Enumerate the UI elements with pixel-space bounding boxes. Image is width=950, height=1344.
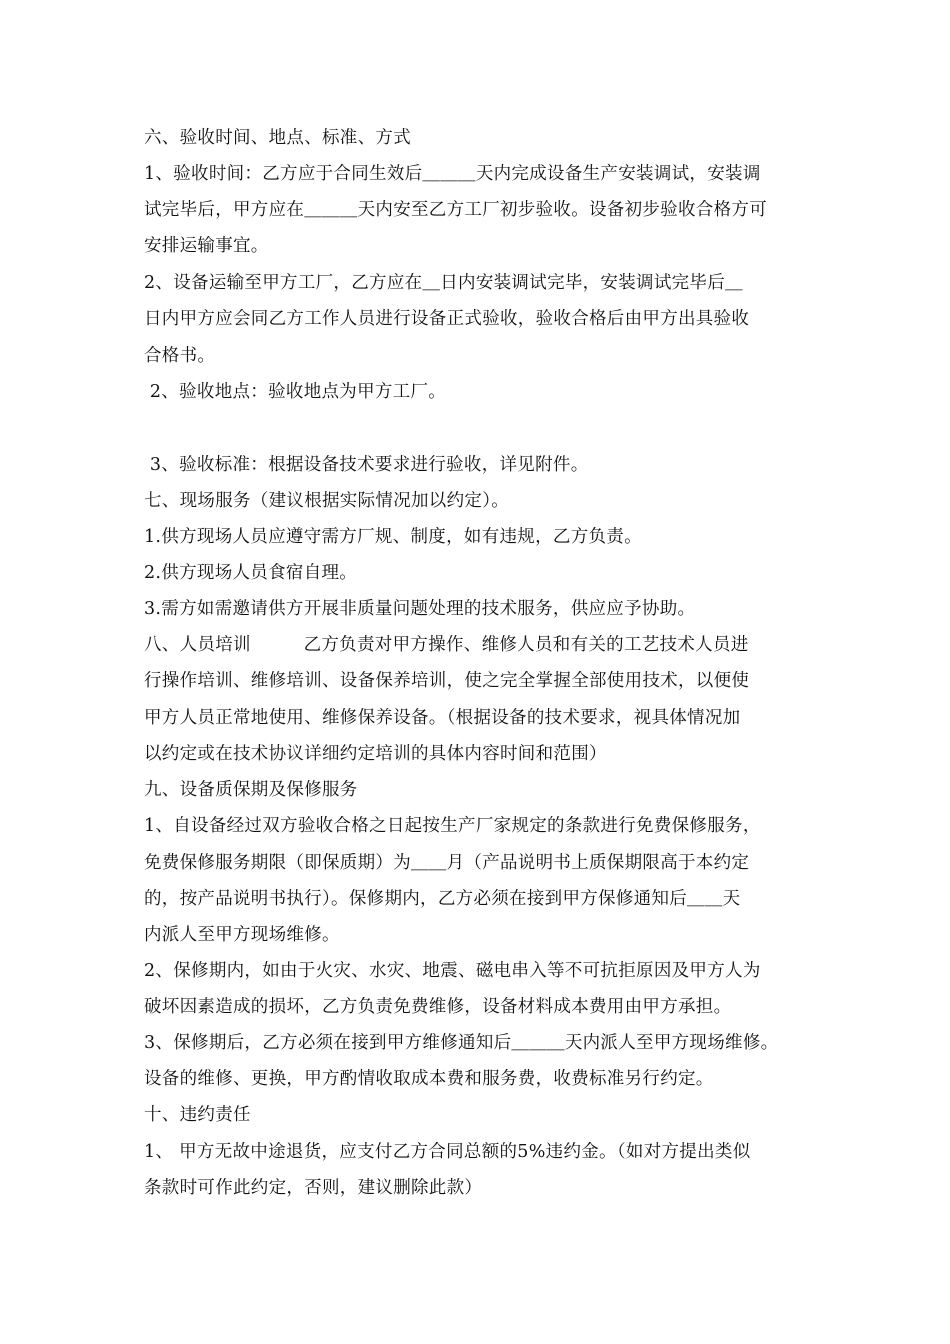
paragraph-line: 条款时可作此约定，否则，建议删除此款）: [144, 1178, 483, 1198]
paragraph-line: 的，按产品说明书执行）。保修期内，乙方必须在接到甲方保修通知后＿＿天: [144, 889, 741, 909]
paragraph-line: 3、保修期后，乙方必须在接到甲方维修通知后＿＿＿天内派人至甲方现场维修。: [144, 1033, 779, 1053]
paragraph-line: 行操作培训、维修培训、设备保养培训，使之完全掌握全部使用技术，以便使: [144, 671, 750, 691]
paragraph-line: 2、保修期内，如由于火灾、水灾、地震、磁电串入等不可抗拒原因及甲方人为: [144, 961, 761, 981]
paragraph-line: 3、验收标准：根据设备技术要求进行验收，详见附件。: [144, 455, 589, 475]
paragraph-line: 1.供方现场人员应遵守需方厂规、制度，如有违规，乙方负责。: [144, 527, 642, 547]
paragraph-line: 安排运输事宜。: [144, 236, 269, 256]
heading-section-8: 八、人员培训 乙方负责对甲方操作、维修人员和有关的工艺技术人员进: [144, 635, 749, 655]
heading-section-7: 七、现场服务（建议根据实际情况加以约定）。: [144, 491, 510, 511]
paragraph-line: 合格书。: [144, 346, 216, 366]
heading-section-9: 九、设备质保期及保修服务: [144, 780, 358, 800]
paragraph-line: 2.供方现场人员食宿自理。: [144, 563, 358, 583]
paragraph-line: 免费保修服务期限（即保质期）为＿＿月（产品说明书上质保期限高于本约定: [144, 853, 750, 873]
paragraph-line: 1、自设备经过双方验收合格之日起按生产厂家规定的条款进行免费保修服务，: [144, 816, 761, 836]
paragraph-line: 甲方人员正常地使用、维修保养设备。（根据设备的技术要求，视具体情况加: [144, 708, 741, 728]
heading-section-10: 十、违约责任: [144, 1105, 251, 1125]
paragraph-line: 1、 甲方无故中途退货，应支付乙方合同总额的5%违约金。（如对方提出类似: [144, 1142, 751, 1162]
paragraph-line: 2、验收地点：验收地点为甲方工厂。: [144, 382, 447, 402]
paragraph-line: 试完毕后，甲方应在＿＿＿天内安至乙方工厂初步验收。设备初步验收合格方可: [144, 200, 767, 220]
paragraph-line: 2、设备运输至甲方工厂，乙方应在＿日内安装调试完毕，安装调试完毕后＿: [144, 273, 743, 293]
paragraph-line: 以约定或在技术协议详细约定培训的具体内容时间和范围）: [144, 744, 607, 764]
paragraph-line: 3.需方如需邀请供方开展非质量问题处理的技术服务，供应应予协助。: [144, 599, 696, 619]
paragraph-line: 内派人至甲方现场维修。: [144, 925, 340, 945]
heading-section-6: 六、验收时间、地点、标准、方式: [144, 128, 411, 148]
paragraph-line: 1、验收时间：乙方应于合同生效后＿＿＿天内完成设备生产安装调试，安装调: [144, 164, 761, 184]
paragraph-line: 日内甲方应会同乙方工作人员进行设备正式验收，验收合格后由甲方出具验收: [144, 309, 750, 329]
paragraph-line: 破坏因素造成的损坏，乙方负责免费维修，设备材料成本费用由甲方承担。: [144, 997, 732, 1017]
paragraph-line: 设备的维修、更换，甲方酌情收取成本费和服务费，收费标准另行约定。: [144, 1069, 714, 1089]
